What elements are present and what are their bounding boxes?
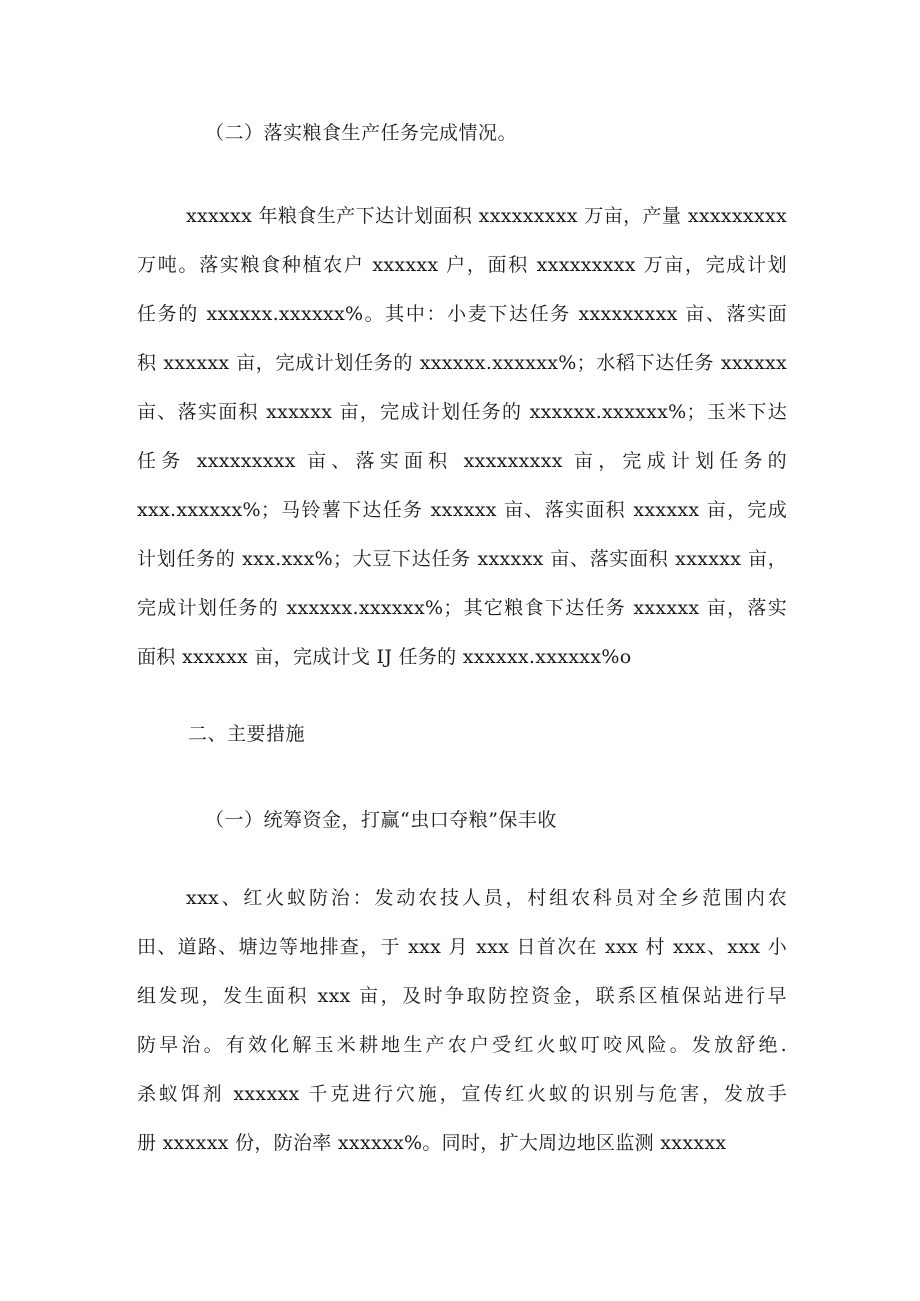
paragraph-line: 面积 xxxxxx 亩，完成计戈 IJ 任务的 xxxxxx.xxxxxx%o [137, 646, 632, 668]
paragraph-grain-production [137, 192, 787, 682]
paragraph-line: 计划任务的 xxx.xxx%；大豆下达任务 xxxxxx 亩、落实面积 xxxxxx 亩， [137, 548, 787, 570]
paragraph-line: 田、道路、塘边等地排查，于 xxx 月 xxx 日首次在 xxx 村 xxx、xxx 小 [137, 936, 787, 958]
paragraph-line: 杀蚁饵剂 xxxxxx 千克进行穴施，宣传红火蚁的识别与危害，发放手 [137, 1083, 787, 1105]
paragraph-line: xxxxxx 年粮食生产下达计划面积 xxxxxxxxx 万亩，产量 xxxxxxxxx [186, 205, 787, 227]
section-title-main-measures: 二、主要措施 [188, 723, 306, 745]
paragraph-line: 防早治。有效化解玉米耕地生产农户受红火蚁叮咬风险。发放舒绝. [137, 1034, 787, 1056]
paragraph-line: 册 xxxxxx 份，防治率 xxxxxx%。同时，扩大周边地区监测 xxxxxx [137, 1132, 727, 1154]
paragraph-line: 万吨。落实粮食种植农户 xxxxxx 户，面积 xxxxxxxxx 万亩，完成计划 [137, 254, 787, 276]
section-heading-task-completion: （二）落实粮食生产任务完成情况。 [205, 122, 518, 144]
paragraph-line: 任务 xxxxxxxxx 亩、落实面积 xxxxxxxxx 亩，完成计划任务的 [137, 450, 787, 472]
paragraph-line: xxx.xxxxxx%；马铃薯下达任务 xxxxxx 亩、落实面积 xxxxxx 亩，完成 [137, 499, 787, 521]
subsection-title-funding: （一）统筹资金，打赢“虫口夺粮”保丰收 [205, 809, 557, 831]
paragraph-line: 任务的 xxxxxx.xxxxxx%。其中：小麦下达任务 xxxxxxxxx 亩、落实面 [137, 303, 787, 325]
paragraph-line: 完成计划任务的 xxxxxx.xxxxxx%；其它粮食下达任务 xxxxxx 亩，落实 [137, 597, 787, 619]
paragraph-line: 亩、落实面积 xxxxxx 亩，完成计划任务的 xxxxxx.xxxxxx%；玉米下达 [137, 401, 787, 423]
paragraph-fire-ant-control [137, 874, 787, 1168]
paragraph-line: 组发现，发生面积 xxx 亩，及时争取防控资金，联系区植保站进行早 [137, 985, 787, 1007]
paragraph-line: xxx、红火蚁防治：发动农技人员，村组农科员对全乡范围内农 [186, 887, 787, 909]
paragraph-line: 积 xxxxxx 亩，完成计划任务的 xxxxxx.xxxxxx%；水稻下达任务 xxxxxx [137, 352, 787, 374]
